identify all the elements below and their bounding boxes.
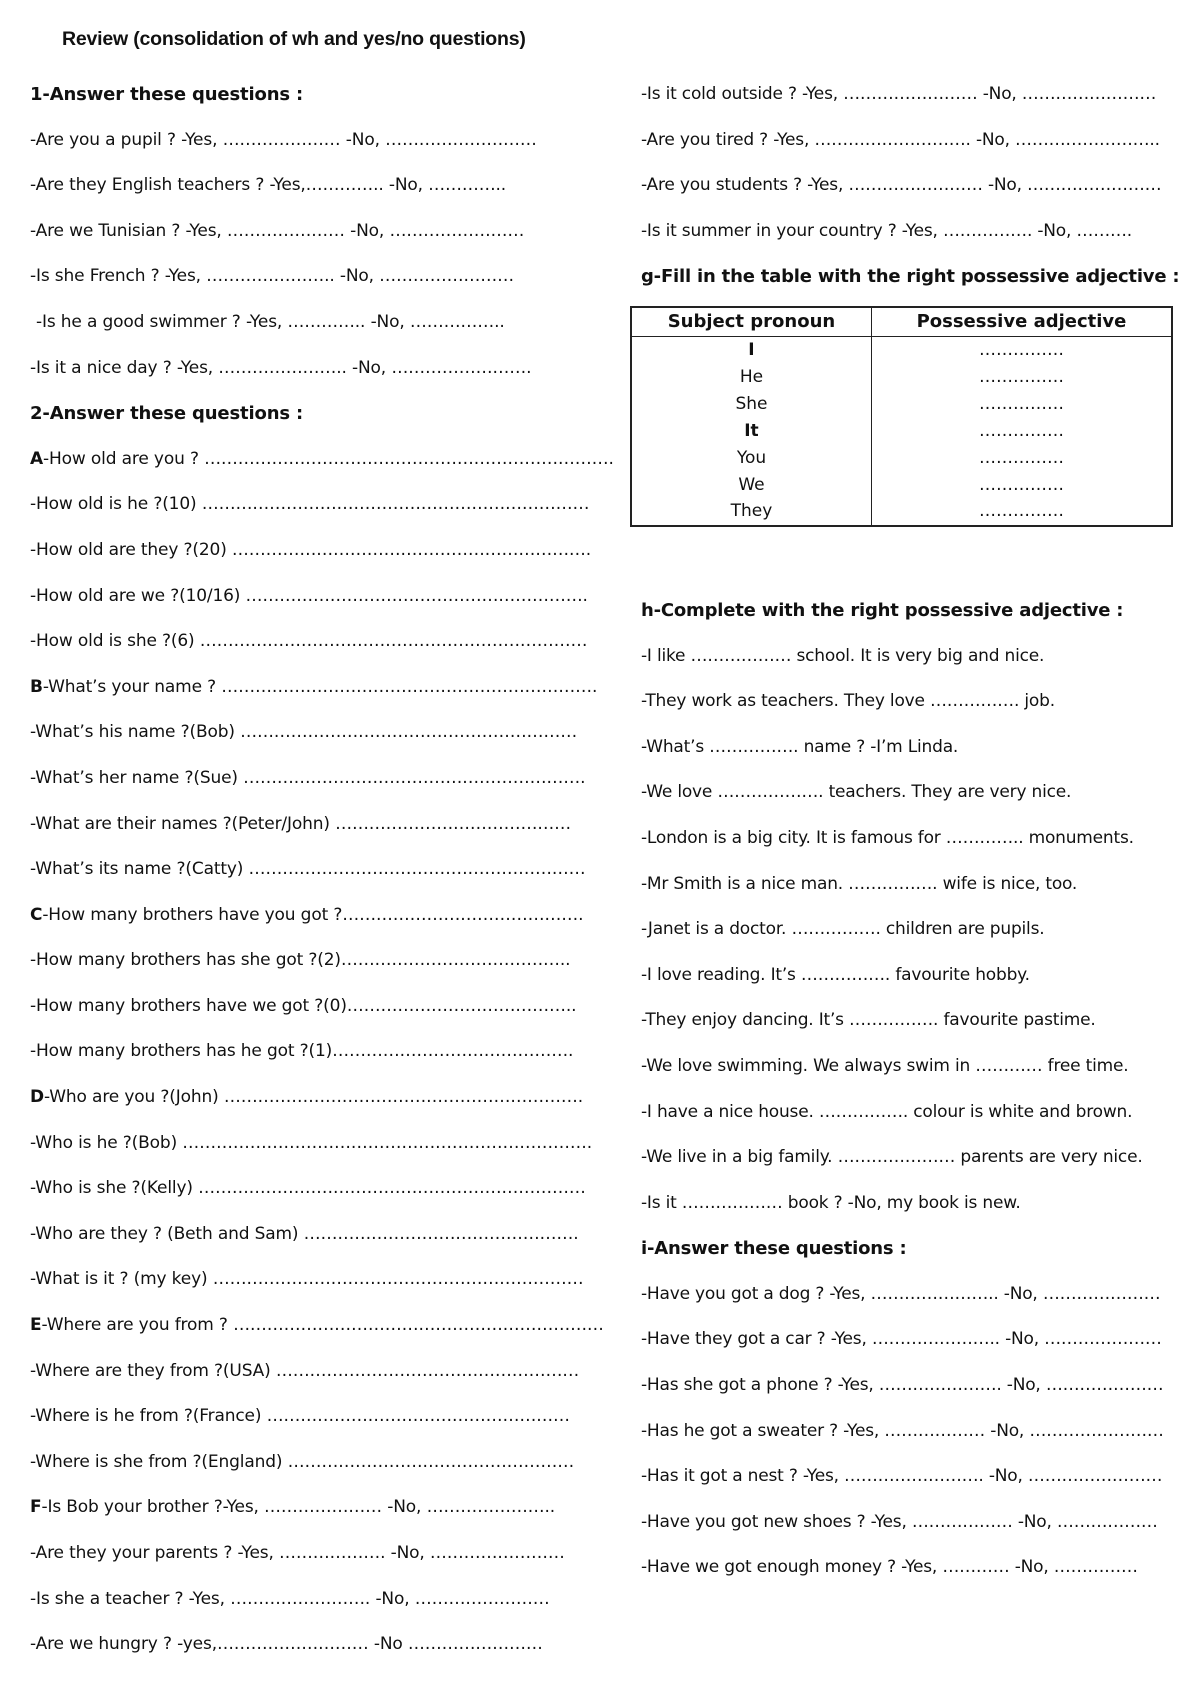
exercise-line: -We love swimming. We always swim in ………… free time. — [641, 1055, 1129, 1076]
exercise-line: -How old is she ?(6) …………………………………………………………… — [30, 631, 588, 652]
table-row — [631, 418, 1172, 445]
exercise-line: -What are their names ?(Peter/John) …………………………………… — [30, 813, 571, 834]
exercise-line: -I have a nice house. ……………. colour is white and brown. — [641, 1101, 1133, 1122]
exercise-line: D-Who are you ?(John) ………………………………………………………. — [30, 1087, 583, 1108]
exercise-line: -Who is she ?(Kelly) …………………………………………………………… — [30, 1178, 586, 1199]
exercise-line: -They work as teachers. They love ……………. job. — [641, 691, 1055, 712]
exercise-line: -Janet is a doctor. ……………. children are pupils. — [641, 919, 1045, 940]
exercise-line: -Are we Tunisian ? -Yes, ………………… -No, …………………… — [30, 220, 525, 241]
group-letter-a: A — [30, 448, 44, 469]
table-row — [631, 445, 1172, 472]
exercise-line: -Where is she from ?(England) …………………………………………… — [30, 1451, 575, 1472]
exercise-line: -Mr Smith is a nice man. ……………. wife is nice, too. — [641, 873, 1078, 894]
exercise-line: -I love reading. It’s ……………. favourite hobby. — [641, 964, 1030, 985]
section-1-heading: 1-Answer these questions : — [30, 84, 304, 105]
blank-cell: …………… — [978, 474, 1064, 495]
pronoun-cell: They — [631, 498, 871, 526]
section-h-heading: h-Complete with the right possessive adjective : — [641, 599, 1124, 621]
blank-cell: …………… — [978, 501, 1064, 522]
exercise-line: -Is it summer in your country ? -Yes, ……………. -No, ………. — [641, 220, 1133, 241]
exercise-line: -We love ………………. teachers. They are very nice. — [641, 782, 1072, 803]
section-2-heading: 2-Answer these questions : — [30, 403, 304, 425]
group-letter-b: B — [30, 676, 43, 697]
pronoun-cell: He — [631, 364, 871, 391]
exercise-line: F-Is Bob your brother ?-Yes, ………………… -No, ………………….. — [30, 1497, 556, 1518]
exercise-line: -Is it ……………… book ? -No, my book is new. — [641, 1192, 1021, 1213]
exercise-line: -How old are we ?(10/16) ……………………………………………………. — [30, 585, 588, 606]
table-row — [631, 364, 1172, 391]
table-header-possessive-adjective: Possessive adjective — [871, 307, 1172, 337]
exercise-line: -Who is he ?(Bob) ………………………………………………………………. — [30, 1132, 592, 1153]
exercise-line: -Is it cold outside ? -Yes, …………………… -No, …………………… — [641, 84, 1157, 104]
exercise-line: -Have we got enough money ? -Yes, ………… -No, …………… — [641, 1557, 1138, 1578]
blank-cell: …………… — [978, 420, 1064, 441]
exercise-line: -Have you got new shoes ? -Yes, ……………… -No, ……………… — [641, 1511, 1158, 1532]
table-row — [631, 336, 1172, 363]
exercise-line: -Is it a nice day ? -Yes, ………………….. -No, ……………………. — [30, 357, 532, 378]
exercise-line: -Have they got a car ? -Yes, ………………….. -No, ………………… — [641, 1329, 1162, 1350]
exercise-line: -Has she got a phone ? -Yes, …………………. -No, ………………… — [641, 1375, 1164, 1396]
exercise-line: -Has he got a sweater ? -Yes, ……………… -No, …………………… — [641, 1420, 1164, 1441]
exercise-line: -I like ……………… school. It is very big and nice. — [641, 645, 1045, 666]
exercise-line: -Is she a teacher ? -Yes, ……………………. -No, …………………… — [30, 1588, 550, 1609]
exercise-line: -What’s her name ?(Sue) ……………………………………………………. — [30, 767, 586, 788]
group-letter-f: F — [30, 1497, 42, 1518]
possessive-adjective-table — [630, 306, 1173, 527]
table-row — [631, 498, 1172, 526]
exercise-line: -Are you tired ? -Yes, ………………………. -No, …………………….. — [641, 129, 1160, 150]
exercise-line: -Are you a pupil ? -Yes, ………………… -No, ……………………… — [30, 129, 537, 150]
pronoun-cell: She — [631, 391, 871, 418]
exercise-line: -How old are they ?(20) ………………………………………………………. — [30, 539, 592, 560]
exercise-line: -We live in a big family. ………………… parents are very nice. — [641, 1147, 1143, 1168]
exercise-line: -They enjoy dancing. It’s ……………. favourite pastime. — [641, 1010, 1096, 1031]
exercise-line: -Are you students ? -Yes, …………………… -No, …………………… — [641, 175, 1162, 196]
exercise-line: B-What’s your name ? …………………………………………………………. — [30, 676, 598, 697]
exercise-line: E-Where are you from ? ………………………………………………………… — [30, 1315, 604, 1336]
section-g-heading: g-Fill in the table with the right possessive adjective : — [641, 266, 1180, 288]
exercise-line: -Are we hungry ? -yes,……………………… -No …………………… — [30, 1634, 543, 1655]
exercise-line: -How old is he ?(10) …………………………………………………………… — [30, 494, 590, 515]
exercise-line: -Where are they from ?(USA) ……………………………………………… — [30, 1360, 580, 1381]
table-row — [631, 472, 1172, 499]
pronoun-cell: We — [631, 472, 871, 499]
exercise-line: -Where is he from ?(France) ……………………………………………… — [30, 1406, 570, 1427]
exercise-line: -London is a big city. It is famous for ………….. monuments. — [641, 827, 1134, 848]
exercise-line: -Is she French ? -Yes, ………………….. -No, …………………… — [30, 266, 514, 287]
exercise-line: -Who are they ? (Beth and Sam) …………………………………………. — [30, 1223, 579, 1244]
table-header-subject-pronoun: Subject pronoun — [631, 307, 871, 337]
exercise-line: -Has it got a nest ? -Yes, ……………………. -No, …………………… — [641, 1466, 1163, 1487]
blank-cell: …………… — [978, 447, 1064, 468]
group-letter-e: E — [30, 1315, 42, 1336]
right-column — [641, 72, 1181, 1591]
exercise-line: A-How old are you ? ………………………………………………………………. — [30, 448, 614, 469]
table-row — [631, 391, 1172, 418]
exercise-line: -Is he a good swimmer ? -Yes, ………….. -No, …………….. — [36, 311, 505, 332]
exercise-line: -What’s ……………. name ? -I’m Linda. — [641, 736, 959, 757]
exercise-line: -What’s its name ?(Catty) …………………………………………………… — [30, 859, 586, 880]
pronoun-cell: It — [631, 418, 871, 445]
blank-cell: …………… — [978, 393, 1064, 414]
possessive-table-wrapper — [641, 300, 1181, 562]
group-letter-c: C — [30, 904, 43, 925]
exercise-line: C-How many brothers have you got ?……………………………………. — [30, 904, 584, 925]
exercise-line: -How many brothers have we got ?(0)………………………………….. — [30, 995, 577, 1016]
exercise-line: -Are they your parents ? -Yes, ………………. -No, …………………… — [30, 1543, 565, 1563]
section-i-heading: i-Answer these questions : — [641, 1238, 907, 1260]
blank-cell: …………… — [978, 366, 1064, 387]
exercise-line: -What’s his name ?(Bob) …………………………………………………… — [30, 722, 578, 743]
exercise-line: -Are they English teachers ? -Yes,………….. -No, ………….. — [30, 175, 507, 196]
exercise-line: -How many brothers has he got ?(1)……………………………………. — [30, 1041, 574, 1062]
exercise-line: -How many brothers has she got ?(2)………………………………….. — [30, 950, 571, 971]
blank-cell: …………… — [978, 339, 1064, 360]
left-column — [30, 72, 614, 1668]
exercise-line: -Have you got a dog ? -Yes, ………………….. -No, ………………… — [641, 1283, 1161, 1304]
pronoun-cell: You — [631, 445, 871, 472]
spacer — [641, 562, 1181, 588]
group-letter-d: D — [30, 1087, 44, 1108]
worksheet-title: Review (consolidation of wh and yes/no questions) — [62, 28, 526, 50]
exercise-line: -What is it ? (my key) ………………………………………………………… — [30, 1269, 584, 1290]
pronoun-cell: I — [631, 336, 871, 363]
